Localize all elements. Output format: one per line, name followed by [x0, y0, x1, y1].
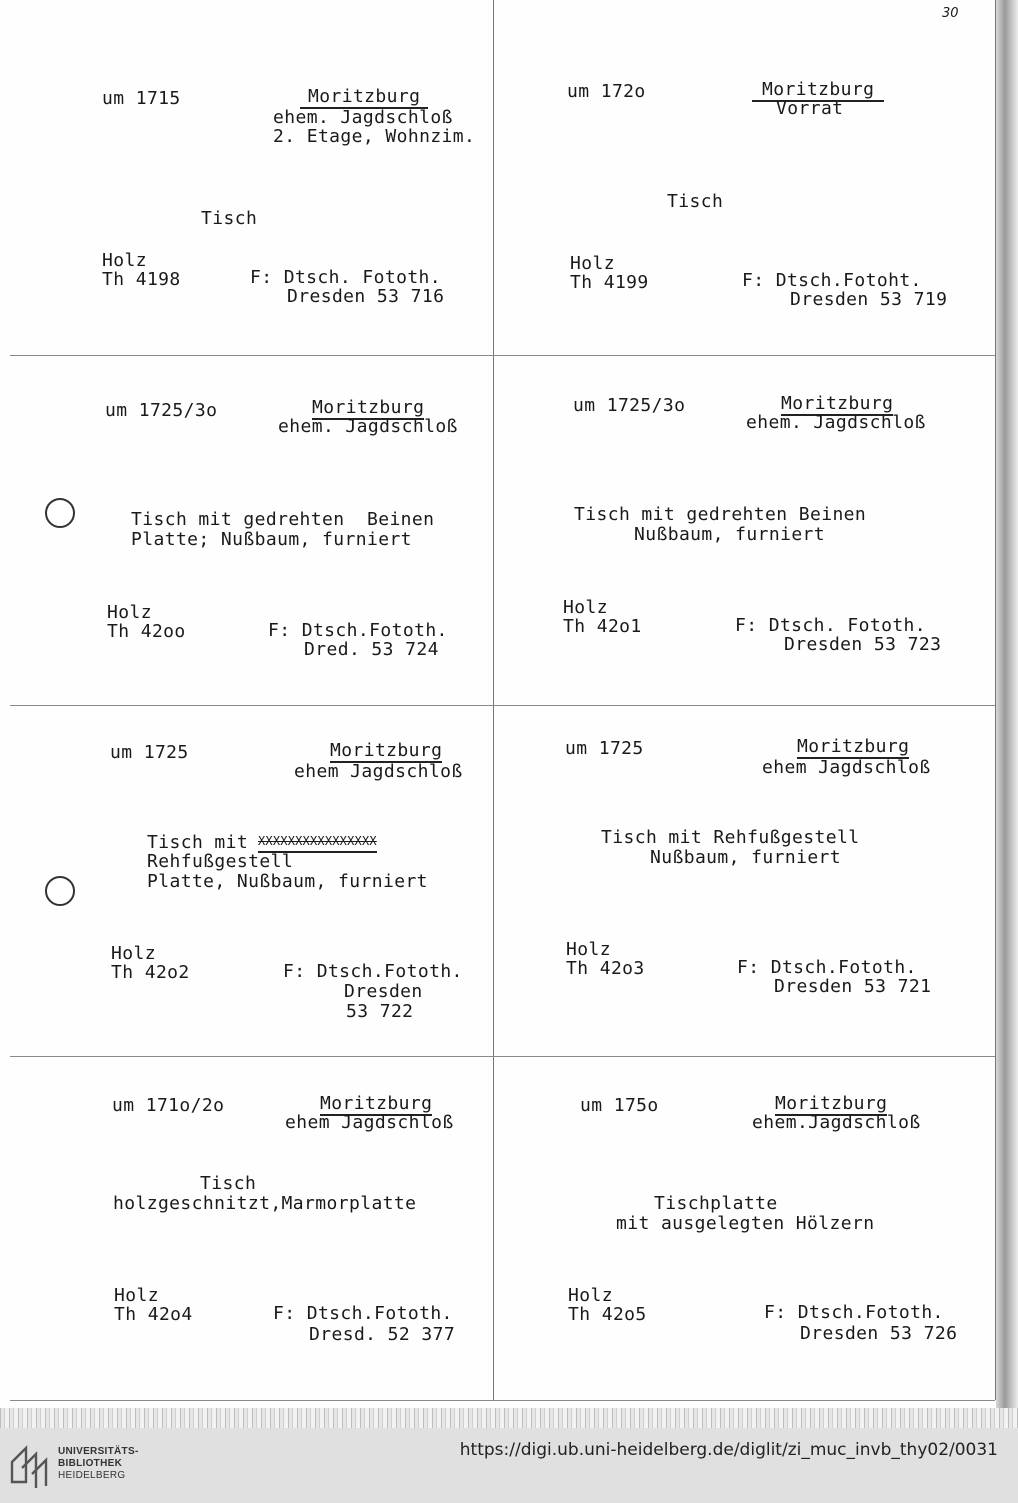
- card-object: Nußbaum, furniert: [634, 524, 826, 545]
- card-material: Holz: [568, 1285, 613, 1306]
- card-location: ehem. Jagdschloß: [746, 412, 926, 433]
- footer-bar: [0, 1428, 1018, 1503]
- right-border: [995, 0, 996, 1400]
- card-date: um 1715: [102, 88, 181, 109]
- card-photo-source: F: Dtsch.Fototh.: [268, 620, 448, 641]
- card-photo-ref: Dresd. 52 377: [309, 1324, 456, 1345]
- row-divider: [10, 355, 995, 356]
- card-struck-text: XXXXXXXXXXXXXXXX: [258, 831, 377, 853]
- card-material: Holz: [570, 253, 615, 274]
- card-photo-source: F: Dtsch.Fototh.: [764, 1302, 944, 1323]
- card-photo-ref: Dred. 53 724: [304, 639, 439, 660]
- card-location: Vorrat: [776, 98, 844, 119]
- card-location: ehem Jagdschloß: [294, 761, 463, 782]
- card-place: Moritzburg: [320, 1093, 433, 1114]
- card-photo-ref: Dresden 53 716: [287, 286, 445, 307]
- card-object: Tischplatte: [654, 1193, 778, 1214]
- card-photo-ref: Dresden 53 726: [800, 1323, 958, 1344]
- card-object: Tisch mit gedrehten Beinen: [574, 504, 867, 525]
- logo-text-line: HEIDELBERG: [58, 1470, 126, 1481]
- card-date: um 1725: [110, 742, 189, 763]
- card-inventory: Th 42oo: [107, 621, 186, 642]
- bottom-border: [10, 1400, 995, 1401]
- row-divider: [10, 705, 995, 706]
- card-object: holzgeschnitzt,Marmorplatte: [113, 1193, 417, 1214]
- card-material: Holz: [114, 1285, 159, 1306]
- page-number: 30: [942, 6, 959, 21]
- card-place: Moritzburg: [752, 80, 884, 102]
- card-material: Holz: [107, 602, 152, 623]
- card-object: mit ausgelegten Hölzern: [616, 1213, 875, 1234]
- card-place: Moritzburg: [312, 397, 425, 418]
- card-date: um 1725: [565, 738, 644, 759]
- card-place: Moritzburg: [330, 740, 443, 761]
- card-material: Holz: [566, 939, 611, 960]
- card-place: Moritzburg: [781, 393, 894, 414]
- card-material: Holz: [111, 943, 156, 964]
- card-object: Platte, Nußbaum, furniert: [147, 871, 428, 892]
- card-photo-ref: 53 722: [346, 1001, 414, 1022]
- card-inventory: Th 42o4: [114, 1304, 193, 1325]
- punch-hole: [45, 498, 75, 528]
- column-divider: [493, 0, 494, 1400]
- card-photo-ref: Dresden: [344, 981, 423, 1002]
- card-object: Tisch: [667, 191, 724, 212]
- card-object: Platte; Nußbaum, furniert: [131, 529, 412, 550]
- card-object: Nußbaum, furniert: [650, 847, 842, 868]
- punch-hole: [45, 876, 75, 906]
- source-url-link[interactable]: https://digi.ub.uni-heidelberg.de/diglit/zi_muc_invb_thy02/0031: [459, 1440, 998, 1460]
- library-logo-icon: [8, 1442, 52, 1490]
- card-inventory: Th 4198: [102, 269, 181, 290]
- card-object: Tisch mit: [147, 832, 260, 853]
- card-location: ehem. Jagdschloß: [278, 416, 458, 437]
- card-object: Tisch mit Rehfußgestell: [601, 827, 860, 848]
- logo-text-line: UNIVERSITÄTS-: [58, 1446, 139, 1457]
- card-photo-source: F: Dtsch.Fototh.: [273, 1303, 453, 1324]
- card-photo-source: F: Dtsch.Fototh.: [283, 961, 463, 982]
- card-place: Moritzburg: [775, 1093, 888, 1114]
- card-inventory: Th 42o3: [566, 958, 645, 979]
- card-inventory: Th 42o1: [563, 616, 642, 637]
- card-photo-source: F: Dtsch.Fototh.: [737, 957, 917, 978]
- card-location: ehem Jagdschloß: [762, 757, 931, 778]
- card-date: um 172o: [567, 81, 646, 102]
- card-inventory: Th 42o5: [568, 1304, 647, 1325]
- card-photo-source: F: Dtsch.Fotoht.: [742, 270, 922, 291]
- card-photo-ref: Dresden 53 721: [774, 976, 932, 997]
- card-photo-source: F: Dtsch. Fototh.: [735, 615, 927, 636]
- card-location: ehem Jagdschloß: [285, 1112, 454, 1133]
- page-edge-shadow: [996, 0, 1018, 1408]
- card-object: Tisch: [200, 1173, 257, 1194]
- card-date: um 175o: [580, 1095, 659, 1116]
- row-divider: [10, 1056, 995, 1057]
- card-inventory: Th 42o2: [111, 962, 190, 983]
- card-object: Tisch: [201, 208, 258, 229]
- card-location: ehem. Jagdschloß: [273, 107, 453, 128]
- card-photo-ref: Dresden 53 719: [790, 289, 948, 310]
- card-material: Holz: [102, 250, 147, 271]
- card-date: um 171o/2o: [112, 1095, 225, 1116]
- card-object: Tisch mit gedrehten Beinen: [131, 509, 435, 530]
- card-location: ehem.Jagdschloß: [752, 1112, 921, 1133]
- card-place: Moritzburg: [797, 736, 910, 757]
- logo-text-line: BIBLIOTHEK: [58, 1458, 123, 1469]
- card-inventory: Th 4199: [570, 272, 649, 293]
- card-photo-source: F: Dtsch. Fototh.: [250, 267, 442, 288]
- scan-edge-strip: [0, 1408, 1018, 1428]
- card-place: Moritzburg: [300, 87, 428, 109]
- card-material: Holz: [563, 597, 608, 618]
- card-location: 2. Etage, Wohnzim.: [273, 126, 476, 147]
- card-object: Rehfußgestell: [147, 851, 294, 872]
- card-photo-ref: Dresden 53 723: [784, 634, 942, 655]
- card-date: um 1725/3o: [573, 395, 686, 416]
- card-date: um 1725/3o: [105, 400, 218, 421]
